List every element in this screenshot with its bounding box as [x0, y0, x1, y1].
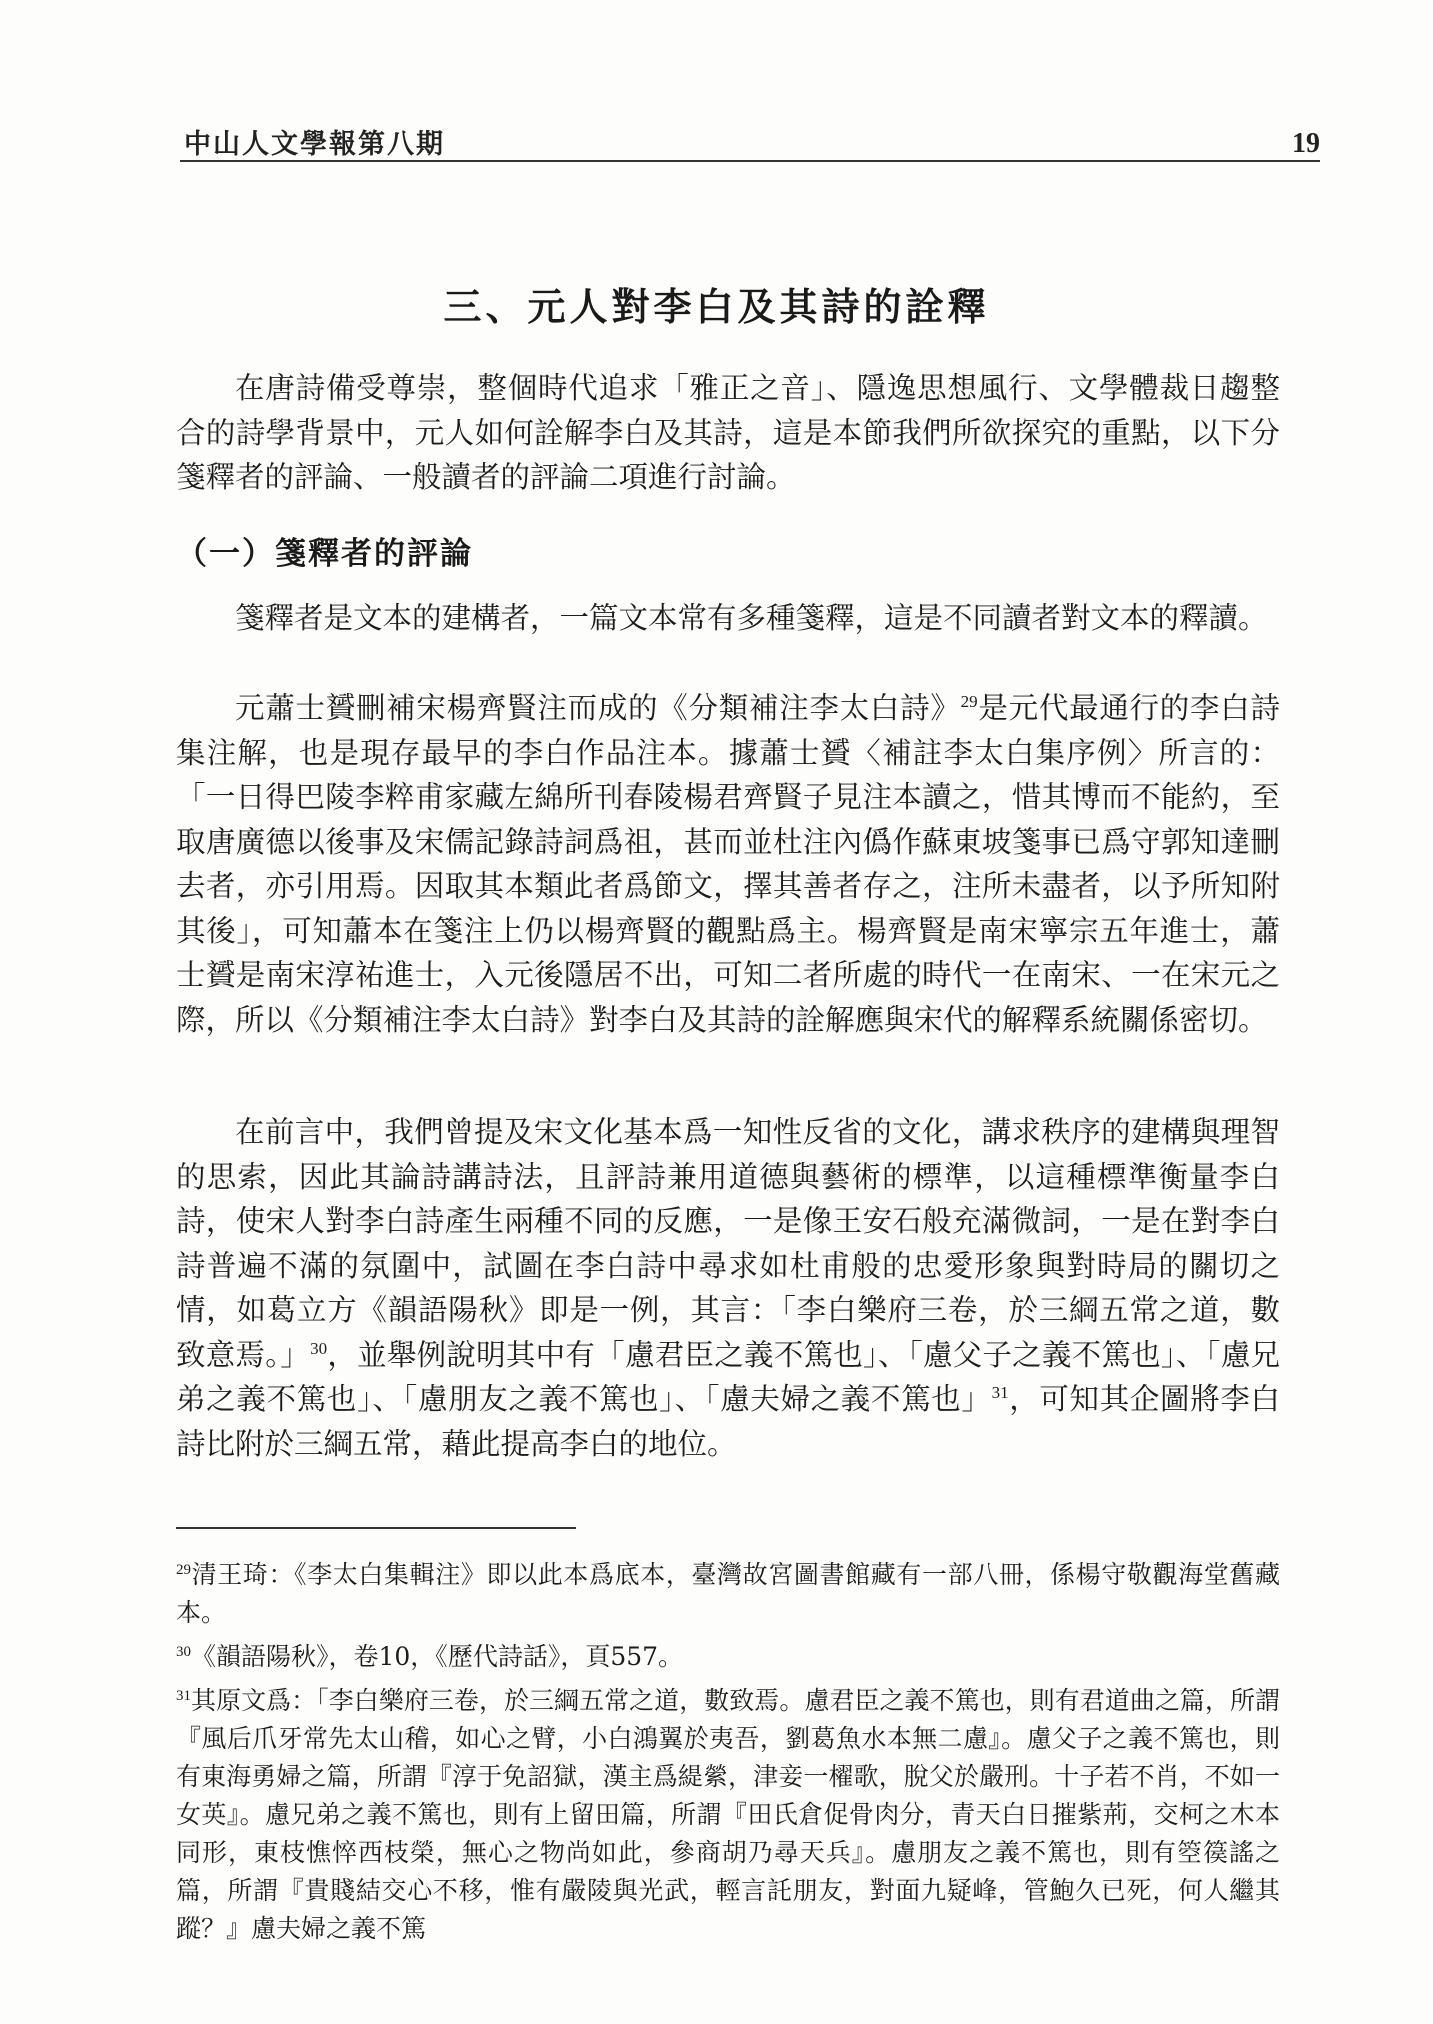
subsection-heading: （一）箋釋者的評論 [176, 536, 473, 572]
paragraph-3 [176, 1110, 1280, 1466]
paragraph-2-text-b: 是元代最通行的李白詩集注解，也是現存最早的李白作品注本。據蕭士贇〈補註李太白集序例〉所言的：「一日得巴陵李粹甫家藏左綿所刊春陵楊君齊賢子見注本讀之，惜其博而不能約，至取唐廣德以後事及宋儒記錄詩詞爲祖，甚而並杜注內僞作蘇東坡箋事已爲守郭知達刪去者，亦引用焉。因取其本類此者爲節文，擇其善者存之，注所未盡者，以予所知附其後」，可知蕭本在箋注上仍以楊齊賢的觀點爲主。楊齊賢是南宋寧宗五年進士，蕭士贇是南宋淳祐進士，入元後隱居不出，可知二者所處的時代一在南宋、一在宋元之際，所以《分類補注李太白詩》對李白及其詩的詮解應與宋代的解釋系統關係密切。 [176, 691, 1280, 1037]
footnote-text: 清王琦：《李太白集輯注》即以此本爲底本，臺灣故宮圖書館藏有一部八冊，係楊守敬觀海堂舊藏本。 [176, 1560, 1280, 1627]
footnote-rule [176, 1527, 576, 1529]
footnote-number: 30 [176, 1644, 191, 1660]
footnote-number: 29 [176, 1562, 191, 1578]
paragraph-3-text-b: ，並舉例說明其中有「慮君臣之義不篤也」、「慮父子之義不篤也」、「慮兄弟之義不篤也」、「慮朋友之義不篤也」、「慮夫婦之義不篤也」 [176, 1337, 1280, 1416]
page-number: 19 [1292, 128, 1320, 159]
paragraph-2-text-a: 元蕭士贇刪補宋楊齊賢注而成的《分類補注李太白詩》 [235, 691, 961, 725]
paragraph-1: 箋釋者是文本的建構者，一篇文本常有多種箋釋，這是不同讀者對文本的釋讀。 [235, 601, 1268, 635]
footnote-number: 31 [176, 1688, 191, 1704]
section-title: 三、元人對李白及其詩的詮釋 [443, 285, 990, 329]
header-rule [180, 160, 1320, 162]
footnote-text: 《韻語陽秋》，卷10，《歷代詩話》，頁557。 [191, 1642, 684, 1671]
running-header [180, 118, 1320, 162]
footnote-30 [176, 1638, 1280, 1676]
footnote-text: 其原文爲：「李白樂府三卷，於三綱五常之道，數致焉。慮君臣之義不篤也，則有君道曲之篇，所謂『風后爪牙常先太山稽，如心之臂，小白鴻翼於夷吾，劉葛魚水本無二慮』。慮父子之義不篤也，則有東海勇婦之篇，所謂『淳于免詔獄，漢主爲緹縈，津妾一櫂歌，脫父於嚴刑。十子若不肖，不如一女英』。慮兄弟之義不篤也，則有上留田篇，所謂『田氏倉促骨肉分，青天白日摧紫荊，交柯之木本同形，東枝憔悴西枝榮，無心之物尚如此，參商胡乃尋天兵』。慮朋友之義不篤也，則有箜篌謠之篇，所謂『貴賤結交心不移，惟有嚴陵與光武，輕言託朋友，對面九疑峰，管鮑久已死，何人繼其蹤？』慮夫婦之義不篤 [176, 1686, 1280, 1943]
intro-paragraph: 在唐詩備受尊崇，整個時代追求「雅正之音」、隱逸思想風行、文學體裁日趨整合的詩學背景中，元人如何詮解李白及其詩，這是本節我們所欲探究的重點，以下分箋釋者的評論、一般讀者的評論二項進行討論。 [176, 371, 1280, 494]
footnote-ref-29[interactable]: 29 [960, 692, 978, 711]
footnote-31 [176, 1682, 1280, 1948]
paragraph-3-text-c: ，可知其企圖將李白詩比附於三綱五常，藉此提高李白的地位。 [176, 1382, 1280, 1461]
footnote-29 [176, 1556, 1280, 1632]
footnote-ref-30[interactable]: 30 [310, 1338, 328, 1358]
journal-title: 中山人文學報第八期 [184, 129, 445, 160]
footnote-ref-31[interactable]: 31 [991, 1383, 1009, 1402]
paragraph-3-text-a: 在前言中，我們曾提及宋文化基本爲一知性反省的文化，講求秩序的建構與理智的思索，因此其論詩講詩法，且評詩兼用道德與藝術的標準，以這種標準衡量李白詩，使宋人對李白詩產生兩種不同的反應，一是像王安石般充滿微詞，一是在對李白詩普遍不滿的氛圍中，試圖在李白詩中尋求如杜甫般的忠愛形象與對時局的關切之情，如葛立方《韻語陽秋》即是一例，其言：「李白樂府三卷，於三綱五常之道，數致意焉。」 [176, 1115, 1280, 1372]
paragraph-2 [176, 686, 1280, 1042]
